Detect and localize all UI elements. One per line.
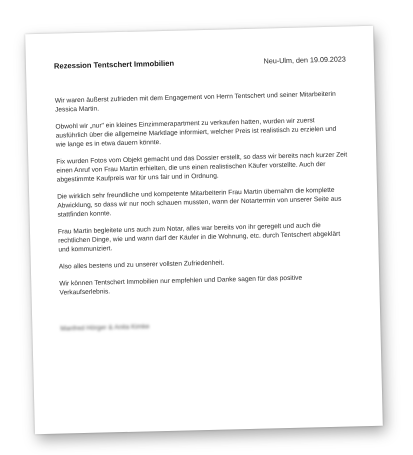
letter-title: Rezession Tentschert Immobilien (53, 58, 175, 71)
letter-paragraph-1: Wir waren äußerst zufrieden mit dem Engagement von Herrn Tentschert und seiner Mitarbeiterin Jessica Martin. (54, 90, 336, 114)
letter-paragraph-7: Wir können Tentschert Immobilien nur empfehlen und Danke sagen für das positive Verkaufserlebnis. (59, 274, 303, 297)
letter-place-date: Neu-Ulm, den 19.09.2023 (263, 54, 346, 66)
letter-paragraph-4: Die wirklich sehr freundliche und kompetente Mitarbeiterin Frau Martin übernahm die komplette Abwicklung, so dass wir nur noch schauen mussten, wann der Notartermin von unserer Seite aus stattfinden konnte. (57, 186, 342, 219)
letter-page (25, 26, 383, 434)
letter-signature: Manfred Hörger & Anita Kimke (60, 323, 150, 333)
letter-paragraph-3: Fix wurden Fotos vom Objekt gemacht und das Dossier erstellt, so dass wir bereits nach kurzer Zeit einen Anruf von Frau Martin erhielten, die uns einen realistischen Käufer vorstellte. Auch der abgestimmte Kaufpreis war für uns fair und in Ordnung. (56, 151, 348, 184)
letter-paragraph-2: Obwohl wir „nur" ein kleines Einzimmerapartment zu verkaufen hatten, wurden wir zuerst ausführlich über die allgemeine Marktlage informiert, welcher Preis ist realistisch zu erzielen und wie lange es in etwa dauern könnte. (55, 117, 337, 149)
letter-paragraph-6: Also alles bestens und zu unserer vollsten Zufriedenheit. (58, 259, 225, 271)
letter-header (54, 54, 346, 70)
letter-paragraph-5: Frau Martin begleitete uns auch zum Notar, alles war bereits von ihr geregelt und auch die rechtlichen Dinge, wie und wann darf der Käufer in die Wohnung, etc. durch Tentschert abgeklärt und kommuniziert. (57, 222, 341, 254)
